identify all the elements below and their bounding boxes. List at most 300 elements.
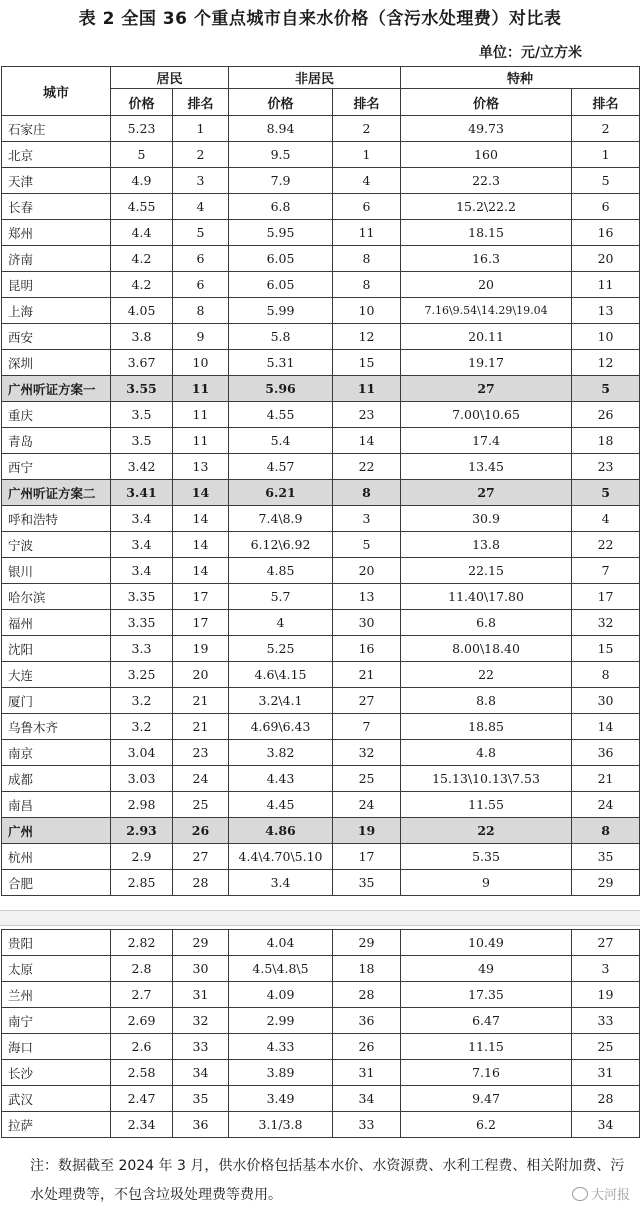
cell-nonresident-rank: 11 (333, 376, 401, 402)
cell-resident-rank: 14 (173, 532, 229, 558)
cell-resident-price: 3.8 (111, 324, 173, 350)
cell-resident-rank: 9 (173, 324, 229, 350)
cell-special-rank: 20 (572, 246, 640, 272)
cell-resident-price: 3.35 (111, 584, 173, 610)
cell-nonresident-rank: 3 (333, 506, 401, 532)
cell-nonresident-price: 4.6\4.15 (229, 662, 333, 688)
cell-resident-price: 2.93 (111, 818, 173, 844)
cell-resident-price: 2.34 (111, 1112, 173, 1138)
cell-city: 西宁 (2, 454, 111, 480)
cell-special-price: 10.49 (401, 930, 572, 956)
cell-nonresident-price: 4.4\4.70\5.10 (229, 844, 333, 870)
cell-city: 福州 (2, 610, 111, 636)
cell-nonresident-rank: 35 (333, 870, 401, 896)
cell-special-price: 15.13\10.13\7.53 (401, 766, 572, 792)
cell-special-price: 6.47 (401, 1008, 572, 1034)
cell-city: 兰州 (2, 982, 111, 1008)
cell-nonresident-rank: 26 (333, 1034, 401, 1060)
cell-resident-rank: 34 (173, 1060, 229, 1086)
cell-special-rank: 15 (572, 636, 640, 662)
cell-resident-price: 3.4 (111, 506, 173, 532)
cell-nonresident-price: 7.4\8.9 (229, 506, 333, 532)
cell-resident-price: 3.25 (111, 662, 173, 688)
cell-resident-price: 3.35 (111, 610, 173, 636)
cell-special-rank: 22 (572, 532, 640, 558)
cell-nonresident-rank: 30 (333, 610, 401, 636)
weibo-icon (572, 1187, 588, 1201)
cell-resident-rank: 31 (173, 982, 229, 1008)
cell-special-price: 22.15 (401, 558, 572, 584)
table-row (2, 298, 640, 324)
cell-nonresident-price: 6.21 (229, 480, 333, 506)
cell-special-rank: 29 (572, 870, 640, 896)
cell-special-price: 13.45 (401, 454, 572, 480)
table-row (2, 116, 640, 142)
cell-nonresident-price: 7.9 (229, 168, 333, 194)
cell-nonresident-rank: 31 (333, 1060, 401, 1086)
header-resident-rank: 排名 (173, 89, 229, 116)
cell-special-price: 30.9 (401, 506, 572, 532)
cell-special-rank: 8 (572, 818, 640, 844)
cell-resident-rank: 35 (173, 1086, 229, 1112)
cell-nonresident-rank: 19 (333, 818, 401, 844)
cell-nonresident-price: 3.82 (229, 740, 333, 766)
cell-nonresident-rank: 12 (333, 324, 401, 350)
table-row (2, 246, 640, 272)
cell-resident-price: 3.2 (111, 714, 173, 740)
cell-special-price: 49 (401, 956, 572, 982)
cell-nonresident-rank: 1 (333, 142, 401, 168)
cell-special-price: 22 (401, 818, 572, 844)
cell-resident-rank: 14 (173, 558, 229, 584)
table-row (2, 636, 640, 662)
table-row (2, 402, 640, 428)
cell-resident-rank: 5 (173, 220, 229, 246)
cell-city: 乌鲁木齐 (2, 714, 111, 740)
cell-special-rank: 12 (572, 350, 640, 376)
cell-nonresident-price: 4.33 (229, 1034, 333, 1060)
cell-nonresident-price: 3.49 (229, 1086, 333, 1112)
cell-special-price: 22 (401, 662, 572, 688)
cell-special-rank: 21 (572, 766, 640, 792)
cell-nonresident-rank: 8 (333, 246, 401, 272)
cell-city: 拉萨 (2, 1112, 111, 1138)
cell-nonresident-price: 4.09 (229, 982, 333, 1008)
cell-resident-rank: 1 (173, 116, 229, 142)
cell-nonresident-price: 4.57 (229, 454, 333, 480)
cell-nonresident-rank: 29 (333, 930, 401, 956)
cell-resident-price: 4.55 (111, 194, 173, 220)
cell-city: 宁波 (2, 532, 111, 558)
cell-resident-price: 3.55 (111, 376, 173, 402)
cell-resident-rank: 8 (173, 298, 229, 324)
cell-special-rank: 18 (572, 428, 640, 454)
cell-special-rank: 30 (572, 688, 640, 714)
cell-special-price: 11.15 (401, 1034, 572, 1060)
cell-resident-price: 2.69 (111, 1008, 173, 1034)
cell-nonresident-rank: 25 (333, 766, 401, 792)
cell-city: 昆明 (2, 272, 111, 298)
cell-resident-price: 5 (111, 142, 173, 168)
table-row (2, 1086, 640, 1112)
cell-resident-rank: 2 (173, 142, 229, 168)
cell-special-rank: 1 (572, 142, 640, 168)
table-row (2, 220, 640, 246)
cell-special-rank: 4 (572, 506, 640, 532)
cell-city: 天津 (2, 168, 111, 194)
cell-nonresident-price: 4.86 (229, 818, 333, 844)
table-row (2, 558, 640, 584)
cell-resident-rank: 20 (173, 662, 229, 688)
cell-resident-rank: 33 (173, 1034, 229, 1060)
cell-nonresident-rank: 28 (333, 982, 401, 1008)
cell-nonresident-price: 9.5 (229, 142, 333, 168)
cell-special-rank: 5 (572, 376, 640, 402)
cell-nonresident-rank: 21 (333, 662, 401, 688)
cell-resident-rank: 17 (173, 584, 229, 610)
table-row (2, 168, 640, 194)
cell-resident-price: 5.23 (111, 116, 173, 142)
cell-nonresident-rank: 16 (333, 636, 401, 662)
cell-city: 重庆 (2, 402, 111, 428)
cell-city: 成都 (2, 766, 111, 792)
cell-special-price: 15.2\22.2 (401, 194, 572, 220)
cell-city: 广州听证方案二 (2, 480, 111, 506)
cell-city: 济南 (2, 246, 111, 272)
header-city: 城市 (2, 67, 111, 116)
cell-resident-rank: 24 (173, 766, 229, 792)
cell-resident-rank: 11 (173, 428, 229, 454)
cell-special-price: 27 (401, 480, 572, 506)
cell-city: 石家庄 (2, 116, 111, 142)
cell-special-rank: 5 (572, 168, 640, 194)
cell-special-price: 9 (401, 870, 572, 896)
cell-resident-rank: 10 (173, 350, 229, 376)
cell-nonresident-price: 3.2\4.1 (229, 688, 333, 714)
cell-resident-price: 3.4 (111, 532, 173, 558)
watermark (572, 1184, 630, 1203)
cell-special-rank: 34 (572, 1112, 640, 1138)
cell-nonresident-price: 2.99 (229, 1008, 333, 1034)
cell-nonresident-price: 3.4 (229, 870, 333, 896)
cell-resident-rank: 28 (173, 870, 229, 896)
cell-special-rank: 5 (572, 480, 640, 506)
header-resident: 居民 (111, 67, 229, 89)
cell-city: 南昌 (2, 792, 111, 818)
cell-resident-rank: 30 (173, 956, 229, 982)
cell-special-price: 6.8 (401, 610, 572, 636)
cell-special-rank: 7 (572, 558, 640, 584)
cell-resident-price: 4.2 (111, 272, 173, 298)
cell-special-rank: 25 (572, 1034, 640, 1060)
table-row (2, 454, 640, 480)
cell-special-rank: 35 (572, 844, 640, 870)
cell-city: 哈尔滨 (2, 584, 111, 610)
cell-resident-rank: 11 (173, 376, 229, 402)
cell-nonresident-rank: 7 (333, 714, 401, 740)
cell-nonresident-rank: 13 (333, 584, 401, 610)
cell-nonresident-rank: 32 (333, 740, 401, 766)
cell-special-rank: 13 (572, 298, 640, 324)
table-row (2, 870, 640, 896)
cell-resident-price: 2.7 (111, 982, 173, 1008)
cell-nonresident-price: 4 (229, 610, 333, 636)
cell-resident-price: 2.47 (111, 1086, 173, 1112)
cell-special-price: 9.47 (401, 1086, 572, 1112)
cell-city: 青岛 (2, 428, 111, 454)
header-special-price: 价格 (401, 89, 572, 116)
cell-special-price: 22.3 (401, 168, 572, 194)
cell-special-rank: 8 (572, 662, 640, 688)
cell-resident-price: 3.41 (111, 480, 173, 506)
cell-special-rank: 11 (572, 272, 640, 298)
table-row (2, 1034, 640, 1060)
cell-city: 太原 (2, 956, 111, 982)
cell-resident-price: 3.2 (111, 688, 173, 714)
cell-special-price: 17.35 (401, 982, 572, 1008)
cell-special-rank: 26 (572, 402, 640, 428)
cell-city: 长春 (2, 194, 111, 220)
header-special: 特种 (401, 67, 640, 89)
price-table-part-2 (1, 929, 640, 1138)
unit-label: 单位：元/立方米 (478, 45, 582, 61)
cell-resident-price: 3.67 (111, 350, 173, 376)
cell-city: 呼和浩特 (2, 506, 111, 532)
table-row (2, 428, 640, 454)
cell-resident-rank: 6 (173, 246, 229, 272)
cell-city: 北京 (2, 142, 111, 168)
table-row (2, 584, 640, 610)
cell-city: 武汉 (2, 1086, 111, 1112)
table-row (2, 1112, 640, 1138)
cell-nonresident-price: 4.43 (229, 766, 333, 792)
cell-special-price: 5.35 (401, 844, 572, 870)
cell-nonresident-rank: 10 (333, 298, 401, 324)
cell-nonresident-rank: 8 (333, 272, 401, 298)
cell-special-rank: 27 (572, 930, 640, 956)
price-table-part-1 (1, 66, 640, 896)
cell-nonresident-price: 5.99 (229, 298, 333, 324)
cell-resident-rank: 29 (173, 930, 229, 956)
cell-nonresident-rank: 5 (333, 532, 401, 558)
cell-nonresident-price: 5.95 (229, 220, 333, 246)
cell-nonresident-price: 6.05 (229, 272, 333, 298)
cell-nonresident-price: 4.5\4.8\5 (229, 956, 333, 982)
table-row (2, 818, 640, 844)
cell-city: 广州听证方案一 (2, 376, 111, 402)
cell-resident-price: 3.04 (111, 740, 173, 766)
cell-special-price: 13.8 (401, 532, 572, 558)
cell-city: 大连 (2, 662, 111, 688)
cell-resident-rank: 36 (173, 1112, 229, 1138)
cell-resident-rank: 32 (173, 1008, 229, 1034)
cell-resident-rank: 13 (173, 454, 229, 480)
cell-special-price: 27 (401, 376, 572, 402)
cell-city: 南宁 (2, 1008, 111, 1034)
cell-resident-rank: 4 (173, 194, 229, 220)
cell-resident-rank: 21 (173, 688, 229, 714)
cell-nonresident-price: 6.05 (229, 246, 333, 272)
cell-nonresident-rank: 36 (333, 1008, 401, 1034)
cell-nonresident-price: 5.4 (229, 428, 333, 454)
cell-resident-price: 4.4 (111, 220, 173, 246)
cell-city: 沈阳 (2, 636, 111, 662)
cell-special-price: 16.3 (401, 246, 572, 272)
cell-resident-price: 3.5 (111, 402, 173, 428)
cell-special-price: 17.4 (401, 428, 572, 454)
cell-nonresident-rank: 2 (333, 116, 401, 142)
cell-resident-rank: 14 (173, 506, 229, 532)
cell-resident-price: 2.82 (111, 930, 173, 956)
cell-special-rank: 2 (572, 116, 640, 142)
cell-resident-price: 3.03 (111, 766, 173, 792)
cell-special-rank: 24 (572, 792, 640, 818)
cell-city: 长沙 (2, 1060, 111, 1086)
cell-nonresident-rank: 14 (333, 428, 401, 454)
cell-special-price: 7.00\10.65 (401, 402, 572, 428)
cell-special-price: 11.40\17.80 (401, 584, 572, 610)
cell-resident-price: 2.6 (111, 1034, 173, 1060)
table-row (2, 194, 640, 220)
header-special-rank: 排名 (572, 89, 640, 116)
cell-nonresident-rank: 8 (333, 480, 401, 506)
page-break (0, 910, 640, 926)
cell-special-rank: 3 (572, 956, 640, 982)
cell-city: 厦门 (2, 688, 111, 714)
table-body-1 (2, 116, 640, 896)
table-row (2, 532, 640, 558)
cell-city: 深圳 (2, 350, 111, 376)
cell-city: 杭州 (2, 844, 111, 870)
cell-special-rank: 14 (572, 714, 640, 740)
cell-nonresident-rank: 34 (333, 1086, 401, 1112)
table-body-2 (2, 930, 640, 1138)
cell-special-rank: 17 (572, 584, 640, 610)
cell-nonresident-rank: 4 (333, 168, 401, 194)
cell-special-price: 18.85 (401, 714, 572, 740)
cell-city: 上海 (2, 298, 111, 324)
cell-city: 合肥 (2, 870, 111, 896)
cell-city: 贵阳 (2, 930, 111, 956)
cell-nonresident-price: 4.55 (229, 402, 333, 428)
cell-nonresident-price: 4.04 (229, 930, 333, 956)
table-row (2, 272, 640, 298)
cell-resident-rank: 3 (173, 168, 229, 194)
table-row (2, 350, 640, 376)
cell-special-rank: 33 (572, 1008, 640, 1034)
cell-nonresident-rank: 33 (333, 1112, 401, 1138)
cell-city: 海口 (2, 1034, 111, 1060)
cell-resident-price: 3.42 (111, 454, 173, 480)
cell-resident-rank: 27 (173, 844, 229, 870)
cell-resident-rank: 21 (173, 714, 229, 740)
cell-resident-rank: 19 (173, 636, 229, 662)
table-row (2, 714, 640, 740)
cell-nonresident-price: 4.45 (229, 792, 333, 818)
cell-nonresident-price: 4.85 (229, 558, 333, 584)
cell-nonresident-price: 5.8 (229, 324, 333, 350)
cell-nonresident-price: 3.1/3.8 (229, 1112, 333, 1138)
cell-nonresident-rank: 17 (333, 844, 401, 870)
table-row (2, 506, 640, 532)
cell-city: 西安 (2, 324, 111, 350)
cell-special-price: 11.55 (401, 792, 572, 818)
cell-special-rank: 23 (572, 454, 640, 480)
watermark-text: 大河报 (590, 1188, 630, 1203)
cell-special-price: 49.73 (401, 116, 572, 142)
cell-special-price: 6.2 (401, 1112, 572, 1138)
cell-special-rank: 19 (572, 982, 640, 1008)
cell-resident-rank: 14 (173, 480, 229, 506)
cell-nonresident-rank: 15 (333, 350, 401, 376)
cell-nonresident-rank: 18 (333, 956, 401, 982)
table-row (2, 142, 640, 168)
cell-special-rank: 31 (572, 1060, 640, 1086)
footnote: 注：数据截至 2024 年 3 月，供水价格包括基本水价、水资源费、水利工程费、相关附加费、污水处理费等，不包含垃圾处理费等费用。 (30, 1158, 625, 1203)
table-row (2, 982, 640, 1008)
table-row (2, 662, 640, 688)
cell-nonresident-price: 6.8 (229, 194, 333, 220)
cell-resident-price: 3.3 (111, 636, 173, 662)
cell-special-rank: 6 (572, 194, 640, 220)
cell-city: 银川 (2, 558, 111, 584)
cell-resident-rank: 6 (173, 272, 229, 298)
table-row (2, 688, 640, 714)
cell-resident-price: 4.05 (111, 298, 173, 324)
cell-city: 广州 (2, 818, 111, 844)
cell-special-price: 19.17 (401, 350, 572, 376)
cell-nonresident-rank: 20 (333, 558, 401, 584)
cell-nonresident-price: 5.96 (229, 376, 333, 402)
cell-special-price: 7.16\9.54\14.29\19.04 (401, 298, 572, 324)
cell-resident-rank: 23 (173, 740, 229, 766)
cell-resident-price: 2.9 (111, 844, 173, 870)
cell-resident-rank: 25 (173, 792, 229, 818)
cell-resident-price: 4.9 (111, 168, 173, 194)
cell-resident-rank: 11 (173, 402, 229, 428)
cell-city: 郑州 (2, 220, 111, 246)
cell-special-rank: 32 (572, 610, 640, 636)
cell-special-price: 20 (401, 272, 572, 298)
cell-resident-price: 3.4 (111, 558, 173, 584)
table-row (2, 376, 640, 402)
cell-resident-price: 2.85 (111, 870, 173, 896)
cell-nonresident-rank: 23 (333, 402, 401, 428)
cell-nonresident-price: 5.7 (229, 584, 333, 610)
header-nonresident-price: 价格 (229, 89, 333, 116)
cell-resident-price: 2.98 (111, 792, 173, 818)
cell-resident-rank: 26 (173, 818, 229, 844)
header-nonresident: 非居民 (229, 67, 401, 89)
cell-resident-price: 2.58 (111, 1060, 173, 1086)
table-row (2, 844, 640, 870)
cell-nonresident-rank: 22 (333, 454, 401, 480)
table-row (2, 792, 640, 818)
cell-resident-price: 4.2 (111, 246, 173, 272)
table-row (2, 1008, 640, 1034)
table-row (2, 766, 640, 792)
cell-nonresident-price: 3.89 (229, 1060, 333, 1086)
cell-special-price: 4.8 (401, 740, 572, 766)
cell-special-price: 8.8 (401, 688, 572, 714)
cell-special-rank: 36 (572, 740, 640, 766)
cell-resident-price: 3.5 (111, 428, 173, 454)
cell-city: 南京 (2, 740, 111, 766)
cell-special-price: 7.16 (401, 1060, 572, 1086)
cell-nonresident-rank: 27 (333, 688, 401, 714)
cell-resident-rank: 17 (173, 610, 229, 636)
cell-special-rank: 28 (572, 1086, 640, 1112)
